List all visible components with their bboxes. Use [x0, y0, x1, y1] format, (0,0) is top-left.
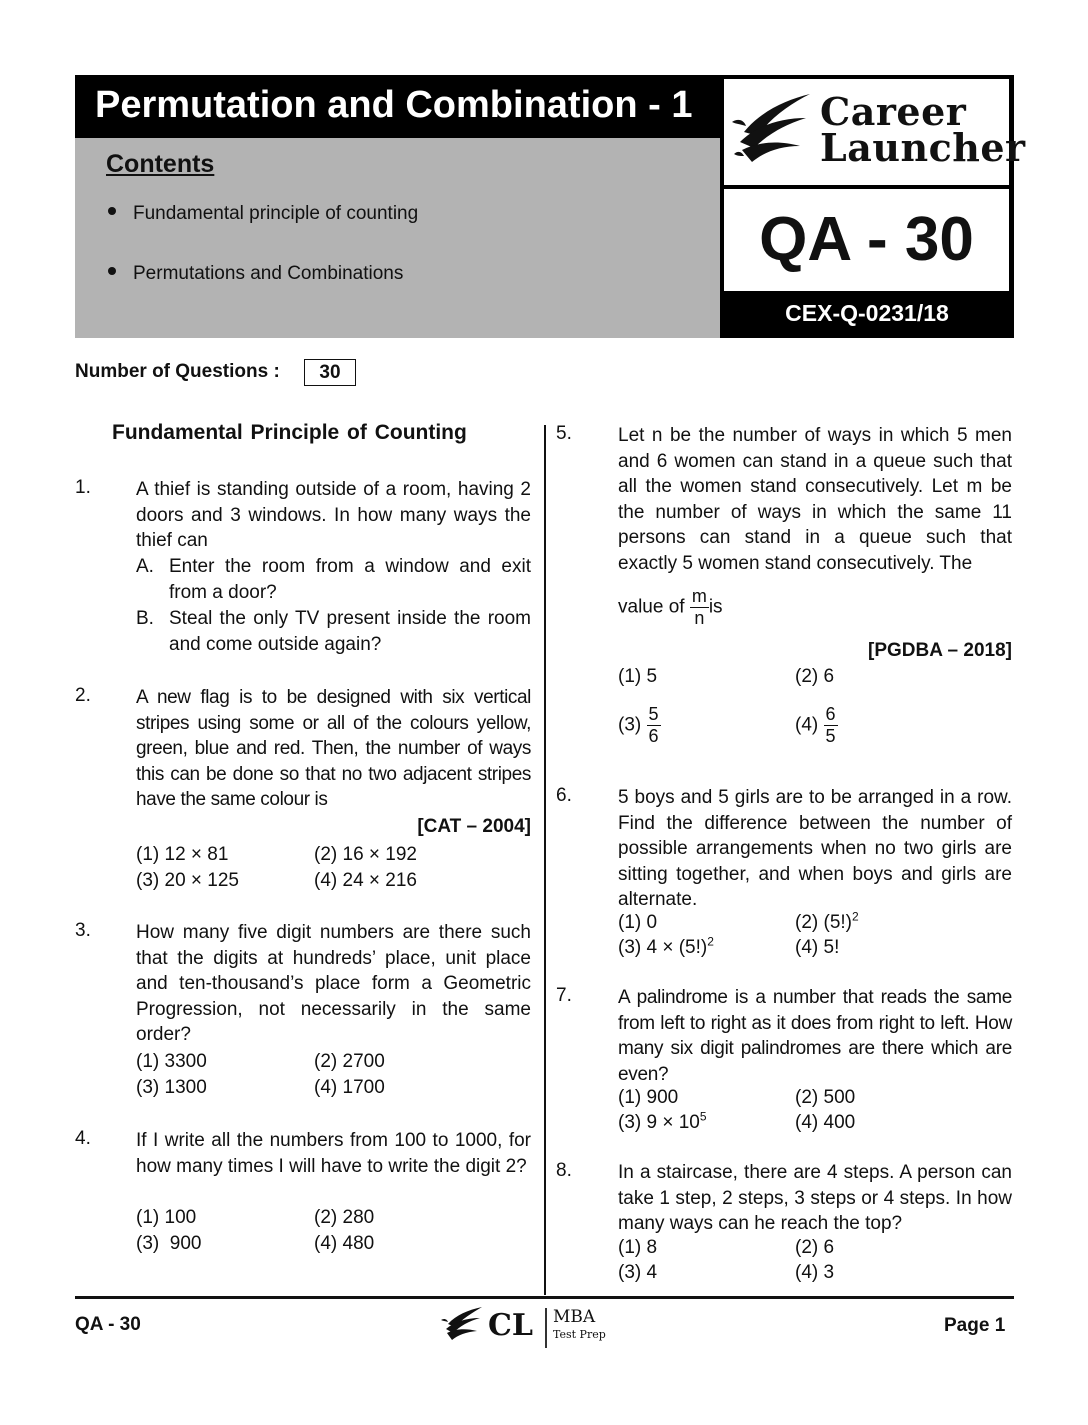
- option: (3) 900: [136, 1233, 202, 1254]
- option: (4) 400: [795, 1112, 856, 1133]
- question-text: In a staircase, there are 4 steps. A person can take 1 step, 2 steps, 3 steps or 4 steps. In how many ways can he reach the top?: [618, 1162, 1012, 1234]
- fraction-denominator: n: [694, 608, 705, 628]
- option-exponent: 2: [707, 934, 714, 949]
- brand-name: [820, 89, 1026, 170]
- reference-code: CEX-Q-0231/18: [785, 300, 949, 326]
- option-exponent: 2: [852, 909, 859, 924]
- option: (4) 24 × 216: [314, 870, 417, 891]
- question-number: 1.: [75, 477, 91, 498]
- brand-line-1: Career: [820, 89, 967, 134]
- footer-code: QA - 30: [75, 1314, 141, 1335]
- paper-code: QA - 30: [759, 205, 974, 274]
- footer-logo-text: CL: [488, 1308, 533, 1343]
- question-number: 6.: [556, 785, 572, 806]
- column-divider: [544, 425, 546, 1295]
- option: (1) 8: [618, 1237, 658, 1258]
- question-number: 5.: [556, 423, 572, 444]
- option-base: (3) 9 × 10: [618, 1112, 700, 1133]
- option: (4) 5!: [795, 937, 840, 958]
- career-launcher-swoosh-icon: [730, 92, 812, 170]
- option: (4) 480: [314, 1233, 375, 1254]
- option: (2) 500: [795, 1087, 856, 1108]
- question-number: 4.: [75, 1128, 91, 1149]
- question-tail: [618, 586, 723, 629]
- brand-line-2: Launcher: [820, 125, 1026, 170]
- num-questions-label: Number of Questions :: [75, 361, 280, 382]
- option-base: (3) 4 × (5!): [618, 937, 708, 958]
- question-text: If I write all the numbers from 100 to 1000, for how many times I will have to write the digit 2?: [136, 1130, 531, 1177]
- option: (3) 1300: [136, 1077, 207, 1098]
- option-exponent: 5: [699, 1109, 707, 1124]
- fraction-numerator: m: [691, 586, 707, 606]
- option: [618, 1110, 707, 1136]
- option: (1) 12 × 81: [136, 844, 229, 865]
- contents-item-label: Fundamental principle of counting: [133, 203, 419, 224]
- option: [618, 935, 714, 961]
- option: (4) 1700: [314, 1077, 385, 1098]
- option-label: (4): [795, 714, 819, 736]
- option: (2) 280: [314, 1207, 375, 1228]
- question-source: [CAT – 2004]: [417, 816, 531, 837]
- option: (3) 20 × 125: [136, 870, 239, 891]
- option-base: (2) (5!): [795, 912, 852, 933]
- contents-item: [108, 203, 418, 225]
- question-number: 7.: [556, 985, 572, 1006]
- fraction-numerator: 5: [648, 704, 659, 724]
- fraction: [647, 704, 661, 747]
- fraction-numerator: 6: [825, 704, 836, 724]
- question-number: 8.: [556, 1160, 572, 1181]
- option: (2) 2700: [314, 1051, 385, 1072]
- fraction: [824, 704, 838, 747]
- option: (3) 4: [618, 1262, 658, 1283]
- question-number: 3.: [75, 920, 91, 941]
- cl-swoosh-icon: [440, 1306, 484, 1342]
- fraction-denominator: 6: [648, 726, 659, 746]
- option-label: (3): [618, 714, 642, 736]
- footer-logo-testprep: Test Prep: [553, 1328, 606, 1341]
- footer-logo-separator: [545, 1308, 547, 1348]
- part-text: Steal the only TV present inside the room and come outside again?: [169, 608, 531, 655]
- question-source: [PGDBA – 2018]: [868, 640, 1012, 661]
- question-text: How many five digit numbers are there such that the digits at hundreds’ place, unit place and ten-thousand’s place form a Geometric Progression, not necessarily in the same order?: [136, 922, 531, 1045]
- option: (1) 3300: [136, 1051, 207, 1072]
- option: (2) 6: [795, 666, 835, 687]
- tail-suffix: is: [708, 596, 723, 618]
- part-text: Enter the room from a window and exit from a door?: [169, 556, 531, 603]
- section-title: Fundamental Principle of Counting: [112, 421, 467, 444]
- question-text: A palindrome is a number that reads the same from left to right as it does from right to left. How many six digit palindromes are there which are even?: [618, 987, 1012, 1085]
- part-label: B.: [136, 608, 154, 629]
- option: (1) 100: [136, 1207, 197, 1228]
- contents-heading: Contents: [106, 150, 215, 178]
- option: (2) 16 × 192: [314, 844, 417, 865]
- page-title: Permutation and Combination - 1: [75, 75, 720, 138]
- question-text: 5 boys and 5 girls are to be arranged in a row. Find the difference between the number of possible arrangements when no two girls are sitting together, and when boys and girls are alternate.: [618, 787, 1012, 910]
- footer-rule: [75, 1296, 1014, 1299]
- option: (1) 0: [618, 912, 658, 933]
- footer-logo-mba: MBA: [553, 1307, 596, 1327]
- question-number: 2.: [75, 685, 91, 706]
- bullet-icon: [108, 207, 116, 215]
- option: (4) 3: [795, 1262, 835, 1283]
- num-questions-value: 30: [304, 359, 356, 386]
- question-text: A thief is standing outside of a room, having 2 doors and 3 windows. In how many ways the thief can: [136, 479, 531, 551]
- page-number: Page 1: [944, 1315, 1006, 1336]
- part-label: A.: [136, 556, 154, 577]
- option: [795, 704, 838, 747]
- option: [795, 910, 859, 936]
- question-text: Let n be the number of ways in which 5 men and 6 women can stand in a queue such that all the women stand consecutively. Let m be the number of ways in which the same 11 persons can stand in a queue such that exactly 5 women stand consecutively. The: [618, 425, 1012, 574]
- fraction: [690, 586, 709, 629]
- bullet-icon: [108, 267, 116, 275]
- contents-item-label: Permutations and Combinations: [133, 263, 404, 284]
- tail-prefix: value of: [618, 596, 685, 618]
- contents-item: [108, 263, 403, 285]
- option: (2) 6: [795, 1237, 835, 1258]
- question-text: A new flag is to be designed with six vertical stripes using some or all of the colours yellow, green, blue and red. Then, the number of ways this can be done so that no two adjacent stripes have the same colour is: [136, 687, 531, 810]
- fraction-denominator: 5: [825, 726, 836, 746]
- option: (1) 900: [618, 1087, 679, 1108]
- option: [618, 704, 661, 747]
- option: (1) 5: [618, 666, 658, 687]
